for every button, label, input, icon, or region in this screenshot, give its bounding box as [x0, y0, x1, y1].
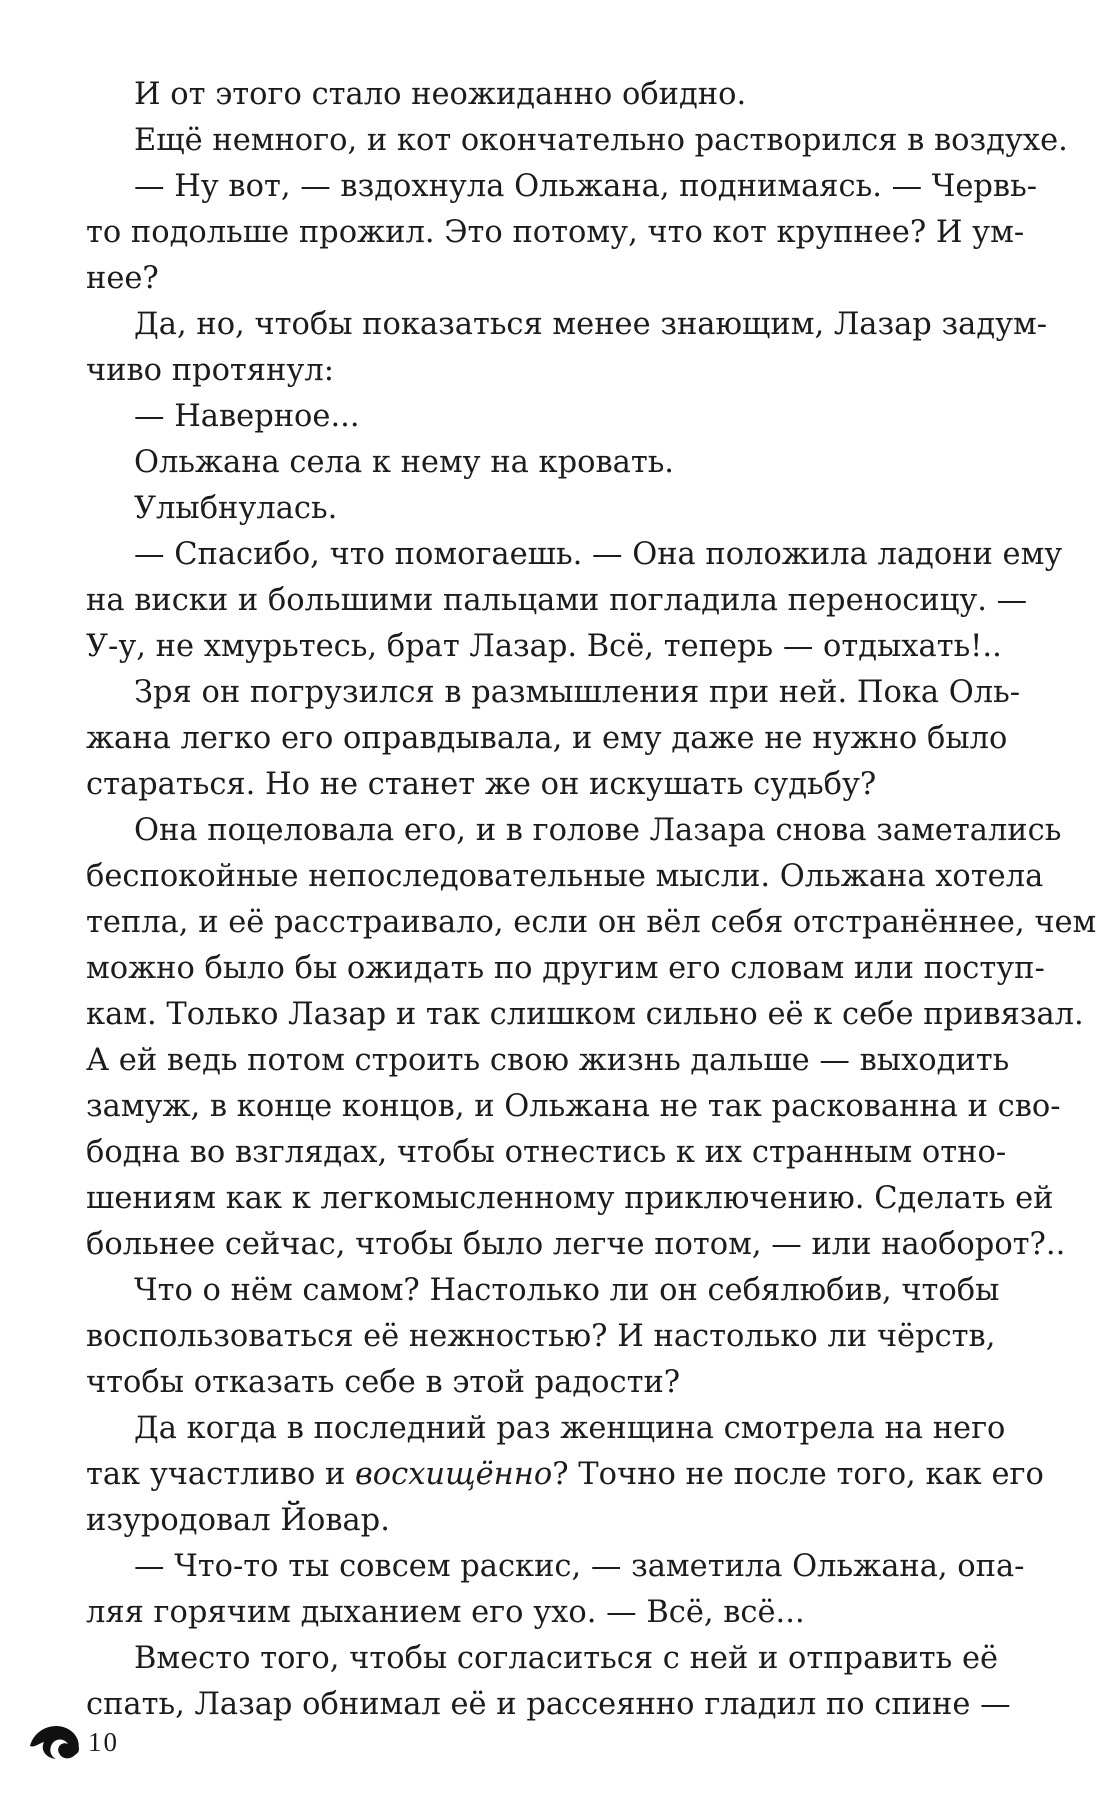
text-line: — Наверное...	[134, 399, 360, 434]
text-line: бодна во взглядах, чтобы отнестись к их странным отно-	[86, 1135, 1007, 1170]
text-line: Улыбнулась.	[134, 491, 338, 526]
text-line: Она поцеловала его, и в голове Лазара снова заметались	[134, 813, 1062, 848]
text-line: воспользоваться её нежностью? И настолько ли чёрств,	[86, 1319, 996, 1354]
text-line: кам. Только Лазар и так слишком сильно её к себе привязал.	[86, 997, 1084, 1032]
italic-text: восхищённо	[355, 1457, 553, 1492]
text-line: изуродовал Йовар.	[86, 1503, 390, 1538]
text-segment: так участливо и	[86, 1457, 356, 1492]
text-line: И от этого стало неожиданно обидно.	[134, 77, 747, 112]
text-line: шениям как к легкомысленному приключению. Сделать ей	[86, 1181, 1054, 1216]
text-line: можно было бы ожидать по другим его словам или поступ-	[86, 951, 1045, 986]
text-line: Да, но, чтобы показаться менее знающим, Лазар задум-	[134, 307, 1048, 342]
text-line: У-у, не хмурьтесь, брат Лазар. Всё, теперь — отдыхать!..	[86, 629, 1002, 664]
text-line: жана легко его оправдывала, и ему даже не нужно было	[86, 721, 1008, 756]
text-line: Что о нём самом? Настолько ли он себялюбив, чтобы	[134, 1273, 1000, 1308]
text-line: спать, Лазар обнимал её и рассеянно гладил по спине —	[86, 1687, 1011, 1722]
text-line	[86, 1452, 1044, 1498]
text-line: чиво протянул:	[86, 353, 334, 388]
page-footer	[26, 1714, 119, 1764]
text-line: то подольше прожил. Это потому, что кот крупнее? И ум-	[86, 215, 1025, 250]
text-line: замуж, в конце концов, и Ольжана не так раскованна и сво-	[86, 1089, 1061, 1124]
text-line: тепла, и её расстраивало, если он вёл себя отстранённее, чем	[86, 905, 1096, 940]
text-line: беспокойные непоследовательные мысли. Ольжана хотела	[86, 859, 1044, 894]
page-body-text	[86, 72, 1096, 1728]
text-line: больнее сейчас, чтобы было легче потом, — или наоборот?..	[86, 1227, 1066, 1262]
text-line: Ольжана села к нему на кровать.	[134, 445, 675, 480]
text-line: — Ну вот, — вздохнула Ольжана, поднимаясь. — Червь-	[134, 169, 1038, 204]
text-line: Да когда в последний раз женщина смотрела на него	[134, 1411, 1006, 1446]
text-segment: ? Точно не после того, как его	[552, 1457, 1044, 1492]
swirl-ornament-icon	[26, 1716, 86, 1762]
text-line: — Спасибо, что помогаешь. — Она положила ладони ему	[134, 537, 1063, 572]
text-line: А ей ведь потом строить свою жизнь дальше — выходить	[86, 1043, 1010, 1078]
text-line: Вместо того, чтобы согласиться с ней и отправить её	[134, 1641, 999, 1676]
text-line: Ещё немного, и кот окончательно растворился в воздухе.	[134, 123, 1068, 158]
text-line: стараться. Но не станет же он искушать судьбу?	[86, 767, 877, 802]
text-line: Зря он погрузился в размышления при ней. Пока Оль-	[134, 675, 1021, 710]
text-line: нее?	[86, 261, 159, 296]
text-line: — Что-то ты совсем раскис, — заметила Ольжана, опа-	[134, 1549, 1025, 1584]
page-number: 10	[88, 1726, 119, 1757]
text-line: чтобы отказать себе в этой радости?	[86, 1365, 681, 1400]
text-line: на виски и большими пальцами погладила переносицу. —	[86, 583, 1028, 618]
text-line: ляя горячим дыханием его ухо. — Всё, всё...	[86, 1595, 805, 1630]
